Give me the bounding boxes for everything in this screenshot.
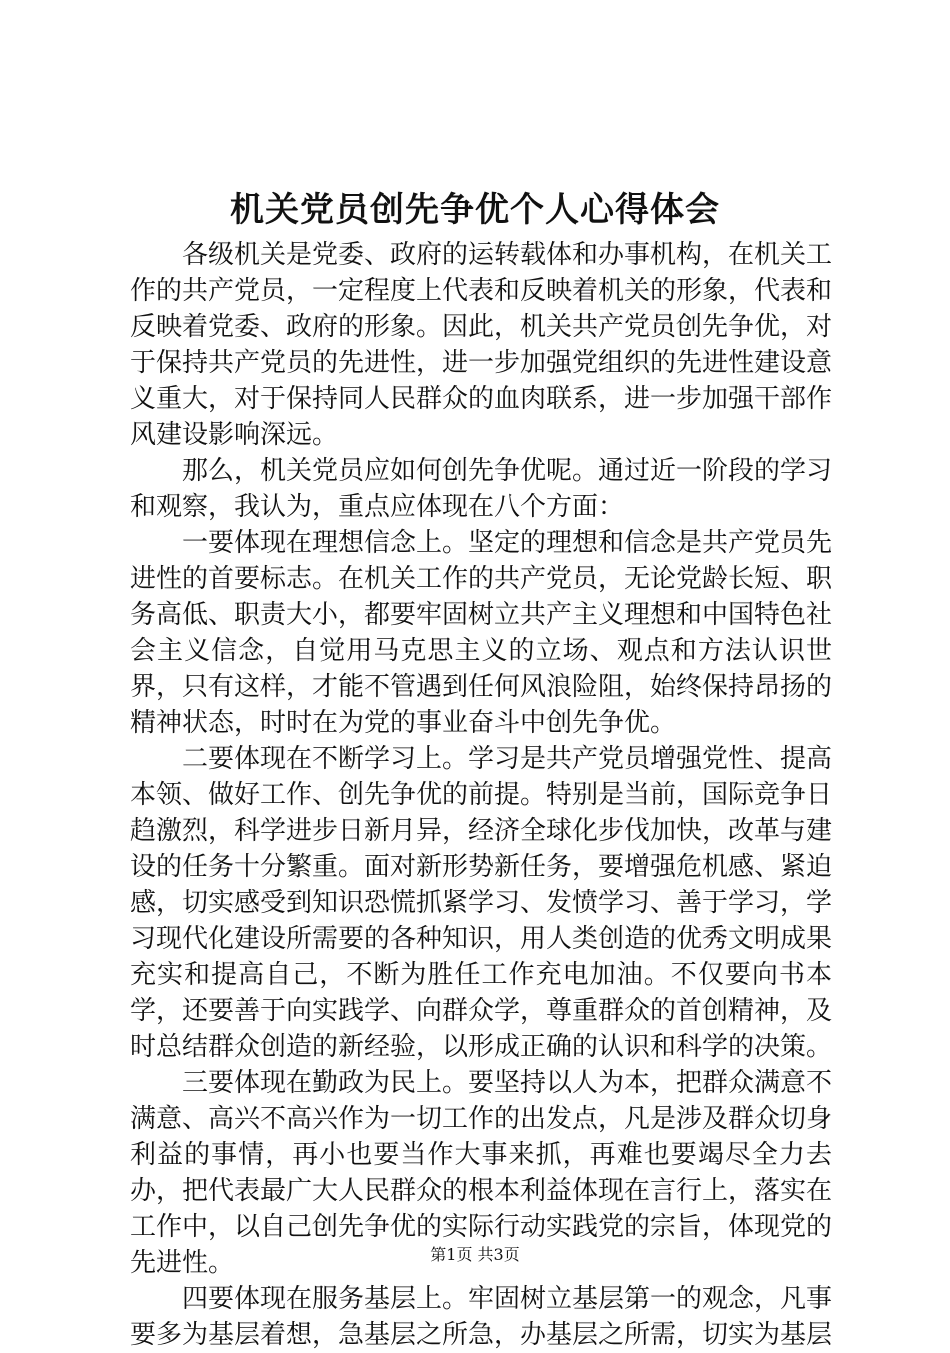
page-number-footer: 第1页 共3页	[430, 1245, 520, 1264]
paragraph-4: 二要体现在不断学习上。学习是共产党员增强党性、提高本领、做好工作、创先争优的前提。特别是当前，国际竞争日趋激烈，科学进步日新月异，经济全球化步伐加快，改革与建设的任务十分繁重。面对新形势新任务，要增强危机感、紧迫感，切实感受到知识恐慌抓紧学习、发愤学习、善于学习，学习现代化建设所需要的各种知识，用人类创造的优秀文明成果充实和提高自己，不断为胜任工作充电加油。不仅要向书本学，还要善于向实践学、向群众学，尊重群众的首创精神，及时总结群众创造的新经验，以形成正确的认识和科学的决策。	[130, 744, 833, 1062]
document-body	[130, 237, 832, 1353]
paragraph-3: 一要体现在理想信念上。坚定的理想和信念是共产党员先进性的首要标志。在机关工作的共产党员，无论党龄长短、职务高低、职责大小，都要牢固树立共产主义理想和中国特色社会主义信念，自觉用马克思主义的立场、观点和方法认识世界，只有这样，才能不管遇到任何风浪险阻，始终保持昂扬的精神状态，时时在为党的事业奋斗中创先争优。	[130, 528, 833, 738]
paragraph-5: 三要体现在勤政为民上。要坚持以人为本，把群众满意不满意、高兴不高兴作为一切工作的出发点，凡是涉及群众切身利益的事情，再小也要当作大事来抓，再难也要竭尽全力去办，把代表最广大人民群众的根本利益体现在言行上，落实在工作中，以自己创先争优的实际行动实践党的宗旨，体现党的先进性。	[130, 1068, 833, 1278]
document-title: 机关党员创先争优个人心得体会	[230, 190, 720, 230]
paragraph-2: 那么，机关党员应如何创先争优呢。通过近一阶段的学习和观察，我认为，重点应体现在八个方面：	[130, 456, 833, 522]
paragraph-1: 各级机关是党委、政府的运转载体和办事机构，在机关工作的共产党员，一定程度上代表和反映着机关的形象，代表和反映着党委、政府的形象。因此，机关共产党员创先争优，对于保持共产党员的先进性，进一步加强党组织的先进性建设意义重大，对于保持同人民群众的血肉联系，进一步加强干部作风建设影响深远。	[130, 240, 833, 450]
paragraph-6: 四要体现在服务基层上。牢固树立基层第一的观念，凡事要多为基层着想，急基层之所急，办基层之所需，切实为基层	[130, 1284, 833, 1350]
